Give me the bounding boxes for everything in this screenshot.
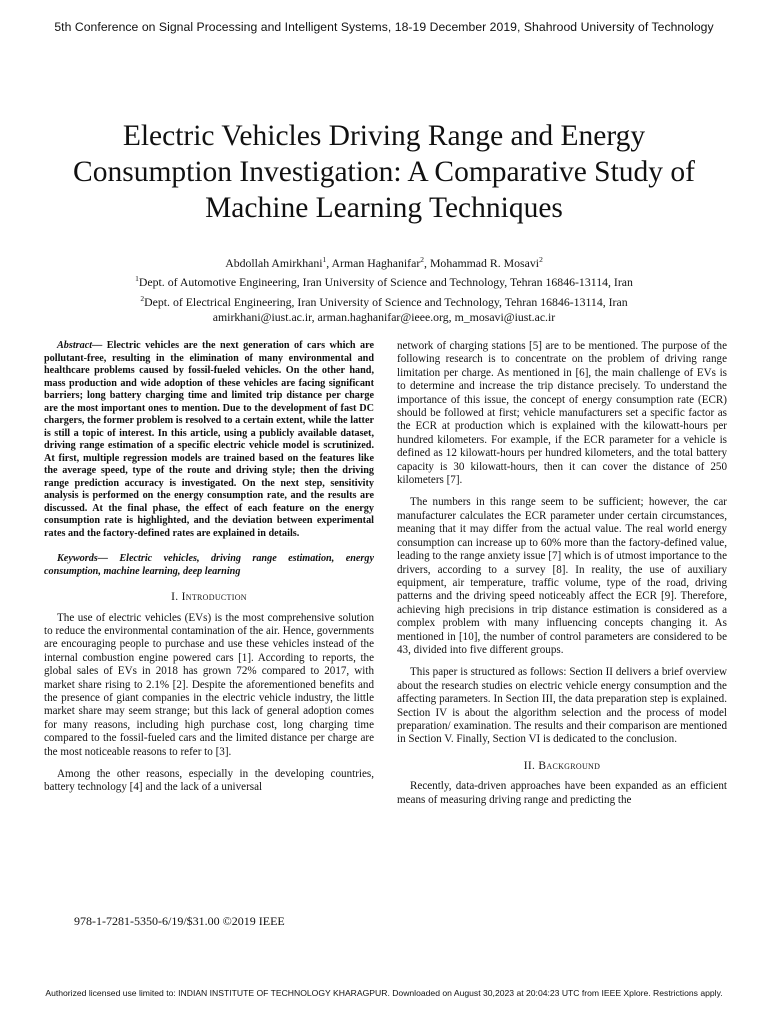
- section-title: Introduction: [181, 591, 247, 604]
- affiliation-mark: 1: [135, 274, 139, 284]
- copyright-notice: 978-1-7281-5350-6/19/$31.00 ©2019 IEEE: [74, 914, 285, 928]
- keywords: Keywords— Electric vehicles, driving range estimation, energy consumption, machine learning, deep learning: [44, 553, 374, 577]
- body-paragraph: The use of electric vehicles (EVs) is the most comprehensive solution to reduce the environmental contamination of the air. Hence, governments are encouraging people to purchase and use these vehicles instead of the internal combustion engine powered cars [1]. According to reports, the global sales of EVs in 2018 has grown 72% compared to 2017, with market share rising to 2.1% [2]. Despite the aforementioned benefits and the presence of giant companies in the electric vehicle industry, the little market share may seem strange; but this lack of general adoption comes for many reasons, including high purchase cost, long charging time compared to the fossil-fueled cars and the limited distance per charge are the most noticeable reasons to refer to [3].: [44, 611, 374, 758]
- author-name: Mohammad R. Mosavi: [429, 255, 540, 270]
- author-name: Abdollah Amirkhani: [225, 255, 323, 270]
- author-block: [0, 252, 768, 325]
- author-affiliation-mark: 2: [420, 255, 425, 264]
- abstract-text: Electric vehicles are the next generation of cars which are pollutant-free, resulting in the elimination of many environmental and healthcare problems caused by fossil-fueled vehicles. On the other hand, mass production and wide adoption of these vehicles are facing significant barriers; long battery charging time and limited trip distance per charge are the most important ones to mention. Due to the development of fast DC chargers, the former problem is resolved to a certain extent, while the latter is still a topic of interest. In this article, using a publicly available dataset, driving range estimation of a specific electric vehicle model is scrutinized. At first, multiple regression models are trained based on the features like the average speed, type of the route and driving style; then the driving range prediction accuracy is investigated. On the next step, sensitivity analysis is performed on the energy consumption rate, and the results are discussed. At the final phase, the effect of each feature on the energy consumption rate is highlighted, and the deviation between experimental rates and the factory-defined rates are explained in details.: [44, 340, 374, 539]
- author-name: Arman Haghanifar: [331, 255, 421, 270]
- section-heading-introduction: [44, 591, 374, 604]
- section-heading-background: [397, 760, 727, 773]
- affiliation-text: Dept. of Electrical Engineering, Iran University of Science and Technology, Tehran 16846-13114, Iran: [144, 294, 628, 309]
- abstract: [44, 340, 374, 540]
- affiliation-line: [0, 291, 768, 310]
- affiliation-line: [0, 271, 768, 290]
- left-column: [44, 340, 374, 795]
- body-paragraph: Recently, data-driven approaches have been expanded as an efficient means of measuring driving range and predicting the: [397, 780, 727, 806]
- author-affiliation-mark: 1: [322, 255, 327, 264]
- body-paragraph: network of charging stations [5] are to be mentioned. The purpose of the following research is to concentrate on the problem of driving range limitation per charge. As mentioned in [6], the main challenge of EVs is to determine and increase the trip distance precisely. To understand the importance of this issue, the concept of energy consumption rate (ECR) should be followed at first; vehicle manufacturers set a specific factor as the ECR at production which is explained with the kilowatt-hours per hundred kilometers. For example, if the ECR parameter for a vehicle is defined as 12 kilowatt-hours per hundred kilometers, and the total battery capacity is 30 kilowatt-hours, then it can cover the distance of 250 kilometers [7].: [397, 340, 727, 487]
- author-separator: ,: [326, 255, 332, 270]
- author-separator: ,: [424, 255, 430, 270]
- abstract-label: Abstract—: [57, 340, 103, 351]
- paper-title: Electric Vehicles Driving Range and Energy Consumption Investigation: A Comparative Study of Machine Learning Techniques: [73, 120, 695, 224]
- author-emails: amirkhani@iust.ac.ir, arman.haghanifar@ieee.org, m_mosavi@iust.ac.ir: [212, 309, 556, 324]
- conference-header: 5th Conference on Signal Processing and Intelligent Systems, 18-19 December 2019, Shahrood University of Technology: [54, 20, 714, 34]
- author-list: [0, 252, 768, 271]
- body-paragraph: Among the other reasons, especially in the developing countries, battery technology [4] and the lack of a universal: [44, 768, 374, 794]
- right-column: [397, 340, 727, 807]
- affiliation-text: Dept. of Automotive Engineering, Iran University of Science and Technology, Tehran 16846-13114, Iran: [138, 275, 633, 290]
- section-number: II.: [523, 759, 536, 772]
- author-affiliation-mark: 2: [539, 255, 543, 264]
- affiliation-mark: 2: [140, 293, 145, 303]
- section-number: I.: [171, 591, 179, 604]
- section-title: Background: [538, 759, 601, 772]
- body-paragraph: The numbers in this range seem to be sufficient; however, the car manufacturer calculates the ECR parameter under certain circumstances, meaning that it may differ from the actual value. The real world energy consumption can increase up to 60% more than the factory-defined value, leading to the range anxiety issue [7] which is of utmost importance to the drivers, according to a survey [8]. In reality, the use of auxiliary equipment, air temperature, traffic volume, type of the road, driving patterns and the driving speed noticeably affect the ECR [9]. Therefore, achieving high precisions in trip distance estimation is considered as a complex problem with many influencing concepts changing it. As mentioned in [10], the number of control parameters are considered to be 43, divided into five different groups.: [397, 496, 727, 656]
- license-footer: Authorized licensed use limited to: INDIAN INSTITUTE OF TECHNOLOGY KHARAGPUR. Downloaded on August 30,2023 at 20:04:23 UTC from IEEE Xplore. Restrictions apply.: [45, 988, 723, 998]
- body-paragraph: This paper is structured as follows: Section II delivers a brief overview about the research studies on electric vehicle energy consumption and the affecting parameters. In Section III, the data preparation step is explained. Section IV is about the algorithm selection and the process of model preparation/ examination. The results and their comparison are mentioned in Section V. Finally, Section VI is dedicated to the conclusion.: [397, 666, 727, 746]
